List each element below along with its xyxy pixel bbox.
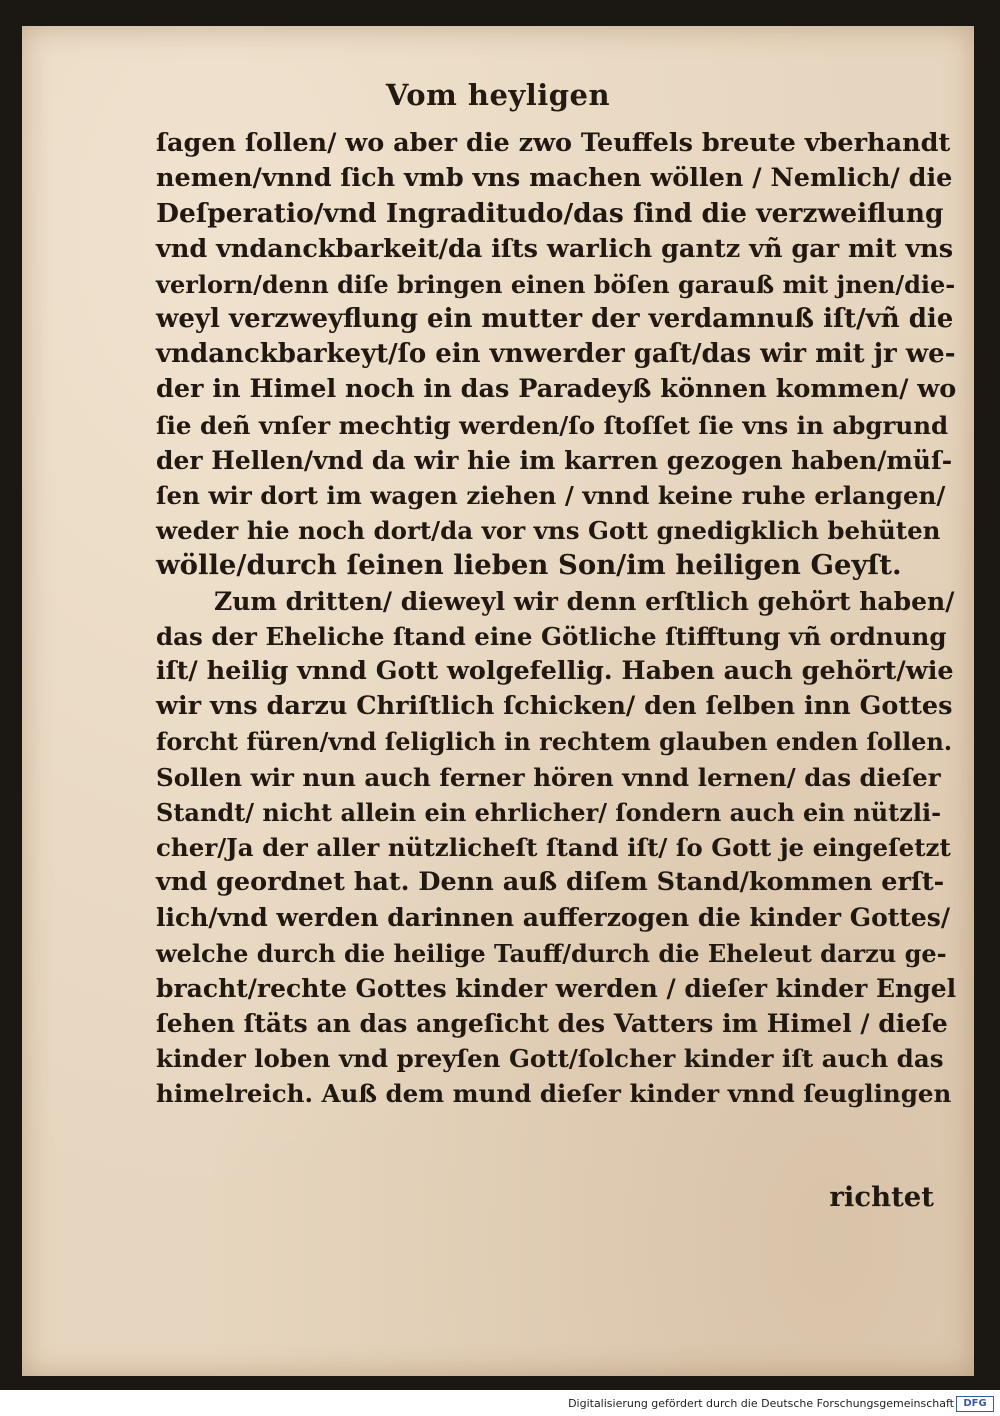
text-line: das der Eheliche ſtand eine Götliche ſtifftung vñ ordnung [156, 621, 947, 651]
text-line: weyl verzweyflung ein mutter der verdamnuß iſt/vñ die [156, 304, 954, 335]
text-line: Deſperatio/vnd Ingraditudo/das ſind die verzweiflung [156, 198, 944, 230]
text-line: ſehen ſtäts an das angeſicht des Vatters im Himel / dieſe [156, 1009, 948, 1039]
text-line: cher/Ja der aller nützlicheſt ſtand iſt/ ſo Gott je eingeſetzt [156, 833, 951, 863]
text-line: der in Himel noch in das Paradeyß können kommen/ wo [156, 374, 957, 405]
running-head: Vom heyligen [385, 78, 611, 112]
dfg-logo-icon: DFG [956, 1396, 994, 1412]
text-line: Sollen wir nun auch ferner hören vnnd lernen/ das dieſer [156, 762, 941, 792]
text-line: forcht füren/vnd ſeliglich in rechtem glauben enden ſollen. [156, 727, 953, 757]
text-line: welche durch die heilige Tauff/durch die Eheleut darzu ge- [156, 938, 947, 968]
text-line: bracht/rechte Gottes kinder werden / dieſer kinder Engel [156, 973, 957, 1003]
text-line: iſt/ heilig vnnd Gott wolgefellig. Haben auch gehört/wie [156, 656, 954, 687]
text-line: wölle/durch ſeinen lieben Son/im heiligen Geyſt. [156, 549, 902, 582]
text-line: kinder loben vnd preyſen Gott/ſolcher kinder iſt auch das [156, 1044, 944, 1074]
text-line: ſagen ſollen/ wo aber die zwo Teuffels breute vberhandt [156, 128, 951, 158]
text-line: lich/vnd werden darinnen aufferzogen die kinder Gottes/ [156, 903, 950, 933]
text-line: vndanckbarkeyt/ſo ein vnwerder gaſt/das wir mit jr we- [156, 339, 956, 370]
text-line: ſen wir dort im wagen ziehen / vnnd keine ruhe erlangen/ [156, 481, 946, 511]
text-line: Zum dritten/ dieweyl wir denn erſtlich gehört haben/ [214, 586, 955, 616]
text-line: ſie deñ vnſer mechtig werden/ſo ſtoſſet ſie vns in abgrund [156, 410, 949, 440]
text-line: der Hellen/vnd da wir hie im karren gezogen haben/müſ- [156, 445, 953, 475]
text-line: wir vns darzu Chriſtlich ſchicken/ den ſelben inn Gottes [156, 691, 953, 722]
text-line: vnd geordnet hat. Denn auß diſem Stand/kommen erſt- [156, 867, 945, 898]
text-line: himelreich. Auß dem mund dieſer kinder vnnd ſeuglingen [156, 1079, 952, 1109]
text-line: Standt/ nicht allein ein ehrlicher/ ſondern auch ein nützli- [156, 797, 942, 827]
text-line: nemen/vnnd ſich vmb vns machen wöllen / Nemlich/ die [156, 163, 953, 194]
text-line: verlorn/denn diſe bringen einen böſen garauß mit jnen/die- [156, 269, 956, 299]
document-page [22, 26, 974, 1376]
text-line: vnd vndanckbarkeit/da iſts warlich gantz vñ gar mit vns [156, 233, 954, 264]
funding-credit: Digitalisierung gefördert durch die Deutsche Forschungsgemeinschaft [568, 1397, 954, 1410]
body-text [156, 126, 956, 1112]
text-line: weder hie noch dort/da vor vns Gott gnedigklich behüten [156, 516, 941, 546]
catchword: richtet [829, 1181, 934, 1213]
footer-bar [0, 1393, 1000, 1416]
